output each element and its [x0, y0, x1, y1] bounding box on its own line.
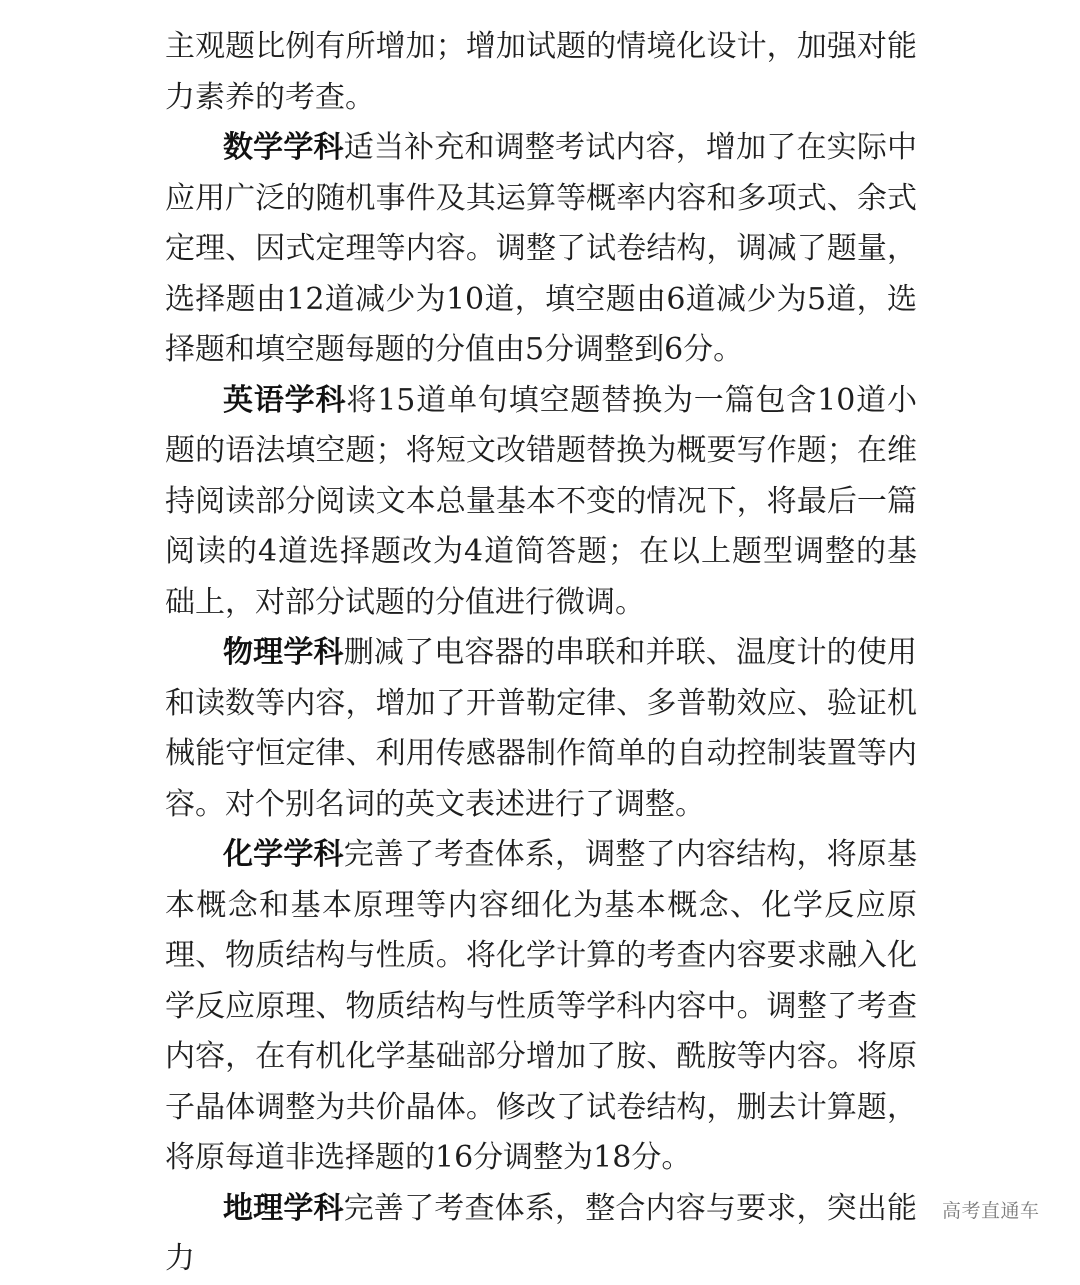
paragraph-text: 完善了考查体系，整合内容与要求，突出能力 [165, 1190, 918, 1276]
subject-heading-geography: 地理学科 [223, 1190, 344, 1226]
paragraph-intro-continuation [165, 22, 917, 123]
subject-heading-english: 英语学科 [223, 382, 347, 418]
paragraph-text: 适当补充和调整考试内容，增加了在实际中应用广泛的随机事件及其运算等概率内容和多项式、余式定理、因式定理等内容。调整了试卷结构，调减了题量，选择题由12道减少为10道，填空题由6道减少为5道，选择题和填空题每题的分值由5分调整到6分。 [165, 130, 918, 367]
document-body [165, 22, 917, 1285]
paragraph-english [165, 376, 917, 629]
subject-heading-chemistry: 化学学科 [223, 837, 344, 872]
paragraph-text: 完善了考查体系，调整了内容结构，将原基本概念和基本原理等内容细化为基本概念、化学反应原理、物质结构与性质。将化学计算的考查内容要求融入化学反应原理、物质结构与性质等学科内容中。调整了考查内容，在有机化学基础部分增加了胺、酰胺等内容。将原子晶体调整为共价晶体。修改了试卷结构，删去计算题，将原每道非选择题的16分调整为18分。 [165, 837, 918, 1175]
subject-heading-math: 数学学科 [223, 130, 344, 165]
paragraph-text: 主观题比例有所增加；增加试题的情境化设计，加强对能力素养的考查。 [165, 29, 917, 115]
paragraph-geography [165, 1184, 917, 1285]
source-watermark: 高考直通车 [942, 1200, 1040, 1222]
paragraph-math [165, 123, 917, 376]
paragraph-text: 删减了电容器的串联和并联、温度计的使用和读数等内容，增加了开普勒定律、多普勒效应、验证机械能守恒定律、利用传感器制作简单的自动控制装置等内容。对个别名词的英文表述进行了调整。 [165, 635, 918, 822]
paragraph-physics [165, 628, 917, 830]
paragraph-chemistry [165, 830, 917, 1184]
subject-heading-physics: 物理学科 [223, 635, 344, 670]
paragraph-text: 将15道单句填空题替换为一篇包含10道小题的语法填空题；将短文改错题替换为概要写作题；在维持阅读部分阅读文本总量基本不变的情况下，将最后一篇阅读的4道选择题改为4道简答题；在以上题型调整的基础上，对部分试题的分值进行微调。 [165, 382, 918, 620]
